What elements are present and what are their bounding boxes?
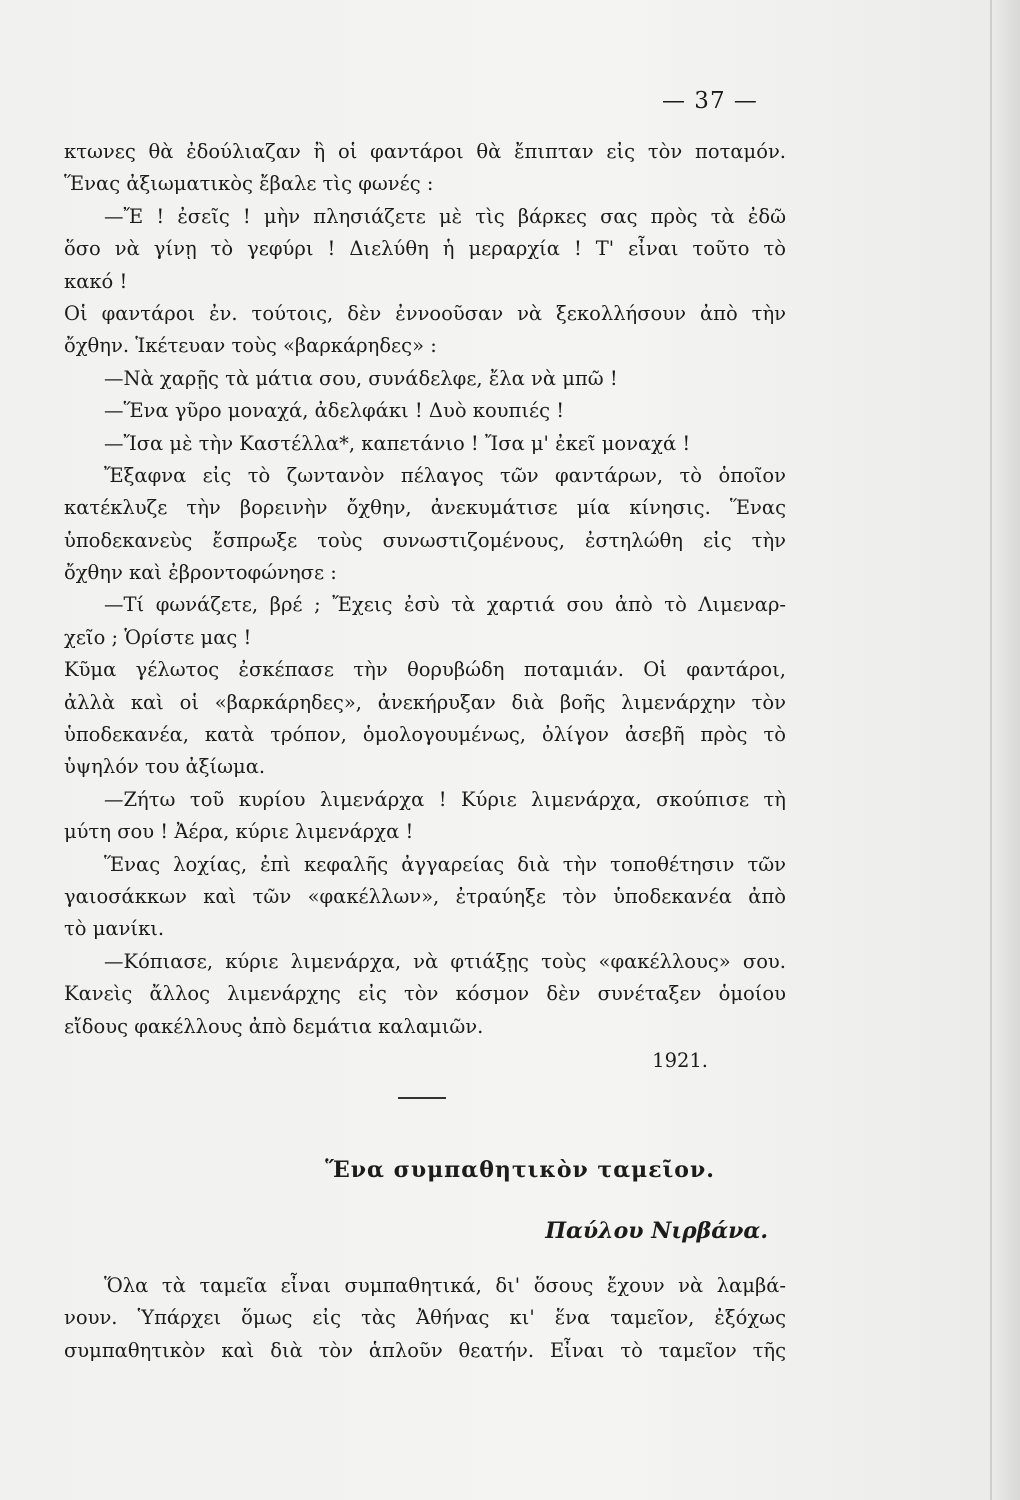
- text-line: Κανεὶς ἄλλος λιμενάρχης εἰς τὸν κόσμον δὲν συνέταξεν ὁμοίου: [64, 982, 786, 1006]
- text-line: κακό !: [64, 269, 128, 293]
- story-date: 1921.: [652, 1048, 708, 1072]
- text-line: Κῦμα γέλωτος ἐσκέπασε τὴν θορυβώδη ποταμιάν. Οἱ φαντάροι,: [64, 658, 786, 682]
- text-line: —Ἴσα μὲ τὴν Καστέλλα*, καπετάνιο ! Ἴσα μ' ἐκεῖ μοναχά !: [104, 431, 691, 455]
- text-line: —Ζήτω τοῦ κυρίου λιμενάρχα ! Κύριε λιμενάρχα, σκούπισε τὴ: [104, 787, 786, 811]
- text-line: ὅσο νὰ γίνῃ τὸ γεφύρι ! Διελύθη ἡ μεραρχία ! Τ' εἶναι τοῦτο τὸ: [64, 237, 786, 261]
- section-divider: [398, 1097, 446, 1099]
- text-line: Ὅλα τὰ ταμεῖα εἶναι συμπαθητικά, δι' ὅσους ἔχουν νὰ λαμβά-: [104, 1274, 786, 1297]
- text-line: —Τί φωνάζετε, βρέ ; Ἔχεις ἐσὺ τὰ χαρτιά σου ἀπὸ τὸ Λιμεναρ-: [104, 593, 786, 617]
- text-line: κτωνες θὰ ἐδούλιαζαν ἢ οἱ φαντάροι θὰ ἔπιπταν εἰς τὸν ποταμόν.: [64, 140, 786, 163]
- text-line: κατέκλυζε τὴν βορεινὴν ὄχθην, ἀνεκυμάτισε μία κίνησις. Ἕνας: [64, 496, 786, 520]
- text-line: τὸ μανίκι.: [64, 917, 165, 941]
- text-line: —Ἕνα γῦρο μοναχά, ἀδελφάκι ! Δυὸ κουπιές !: [104, 399, 565, 423]
- text-line: εἴδους φακέλλους ἀπὸ δεμάτια καλαμιῶν.: [64, 1014, 484, 1038]
- text-line: μύτη σου ! Ἀέρα, κύριε λιμενάρχα !: [64, 820, 414, 844]
- page-edge: [990, 0, 992, 1500]
- story-paragraphs: [64, 136, 786, 1043]
- text-line: —Ἔ ! ἐσεῖς ! μὴν πλησιάζετε μὲ τὶς βάρκες σας πρὸς τὰ ἐδῶ: [104, 204, 786, 228]
- author-name: Παύλου Νιρβάνα.: [545, 1218, 768, 1244]
- text-line: γαιοσάκκων καὶ τῶν «φακέλλων», ἐτραύηξε τὸν ὑποδεκανέα ἀπὸ: [64, 884, 786, 908]
- story-text: [64, 136, 786, 1077]
- text-line: χεῖο ; Ὁρίστε μας !: [64, 625, 252, 649]
- text-line: ἀλλὰ καὶ οἱ «βαρκάρηδες», ἀνεκήρυξαν διὰ βοῆς λιμενάρχην τὸν: [64, 690, 786, 714]
- section-text: [64, 1270, 786, 1367]
- text-line: Ἕνας λοχίας, ἐπὶ κεφαλῆς ἀγγαρείας διὰ τὴν τοποθέτησιν τῶν: [104, 852, 786, 876]
- section-title: Ἕνα συμπαθητικὸν ταμεῖον.: [325, 1157, 715, 1183]
- page-number: — 37 —: [662, 88, 758, 114]
- text-line: ὑψηλόν του ἀξίωμα.: [64, 755, 266, 779]
- text-line: συμπαθητικὸν καὶ διὰ τὸν ἁπλοῦν θεατήν. Εἶναι τὸ ταμεῖον τῆς: [64, 1338, 786, 1362]
- text-line: ὑποδεκανέα, κατὰ τρόπον, ὁμολογουμένως, ὀλίγον ἀσεβῆ πρὸς τὸ: [64, 723, 786, 747]
- text-line: —Νὰ χαρῇς τὰ μάτια σου, συνάδελφε, ἔλα νὰ μπῶ !: [104, 366, 618, 390]
- text-line: —Κόπιασε, κύριε λιμενάρχα, νὰ φτιάξῃς τοὺς «φακέλλους» σου.: [104, 949, 786, 973]
- text-line: Ἔξαφνα εἰς τὸ ζωντανὸν πέλαγος τῶν φαντάρων, τὸ ὁποῖον: [104, 463, 786, 487]
- text-line: ὄχθην καὶ ἐβροντοφώνησε :: [64, 561, 337, 585]
- text-line: νουν. Ὑπάρχει ὅμως εἰς τὰς Ἀθήνας κι' ἕνα ταμεῖον, ἐξόχως: [64, 1306, 786, 1330]
- text-line: ὄχθην. Ἱκέτευαν τοὺς «βαρκάρηδες» :: [64, 334, 437, 358]
- text-line: Οἱ φαντάροι ἐν. τούτοις, δὲν ἐννοοῦσαν νὰ ξεκολλήσουν ἀπὸ τὴν: [64, 301, 786, 325]
- text-line: ὑποδεκανεὺς ἔσπρωξε τοὺς συνωστιζομένους, ἐστηλώθη εἰς τὴν: [64, 528, 786, 552]
- text-line: Ἕνας ἀξιωματικὸς ἔβαλε τὶς φωνές :: [64, 172, 434, 196]
